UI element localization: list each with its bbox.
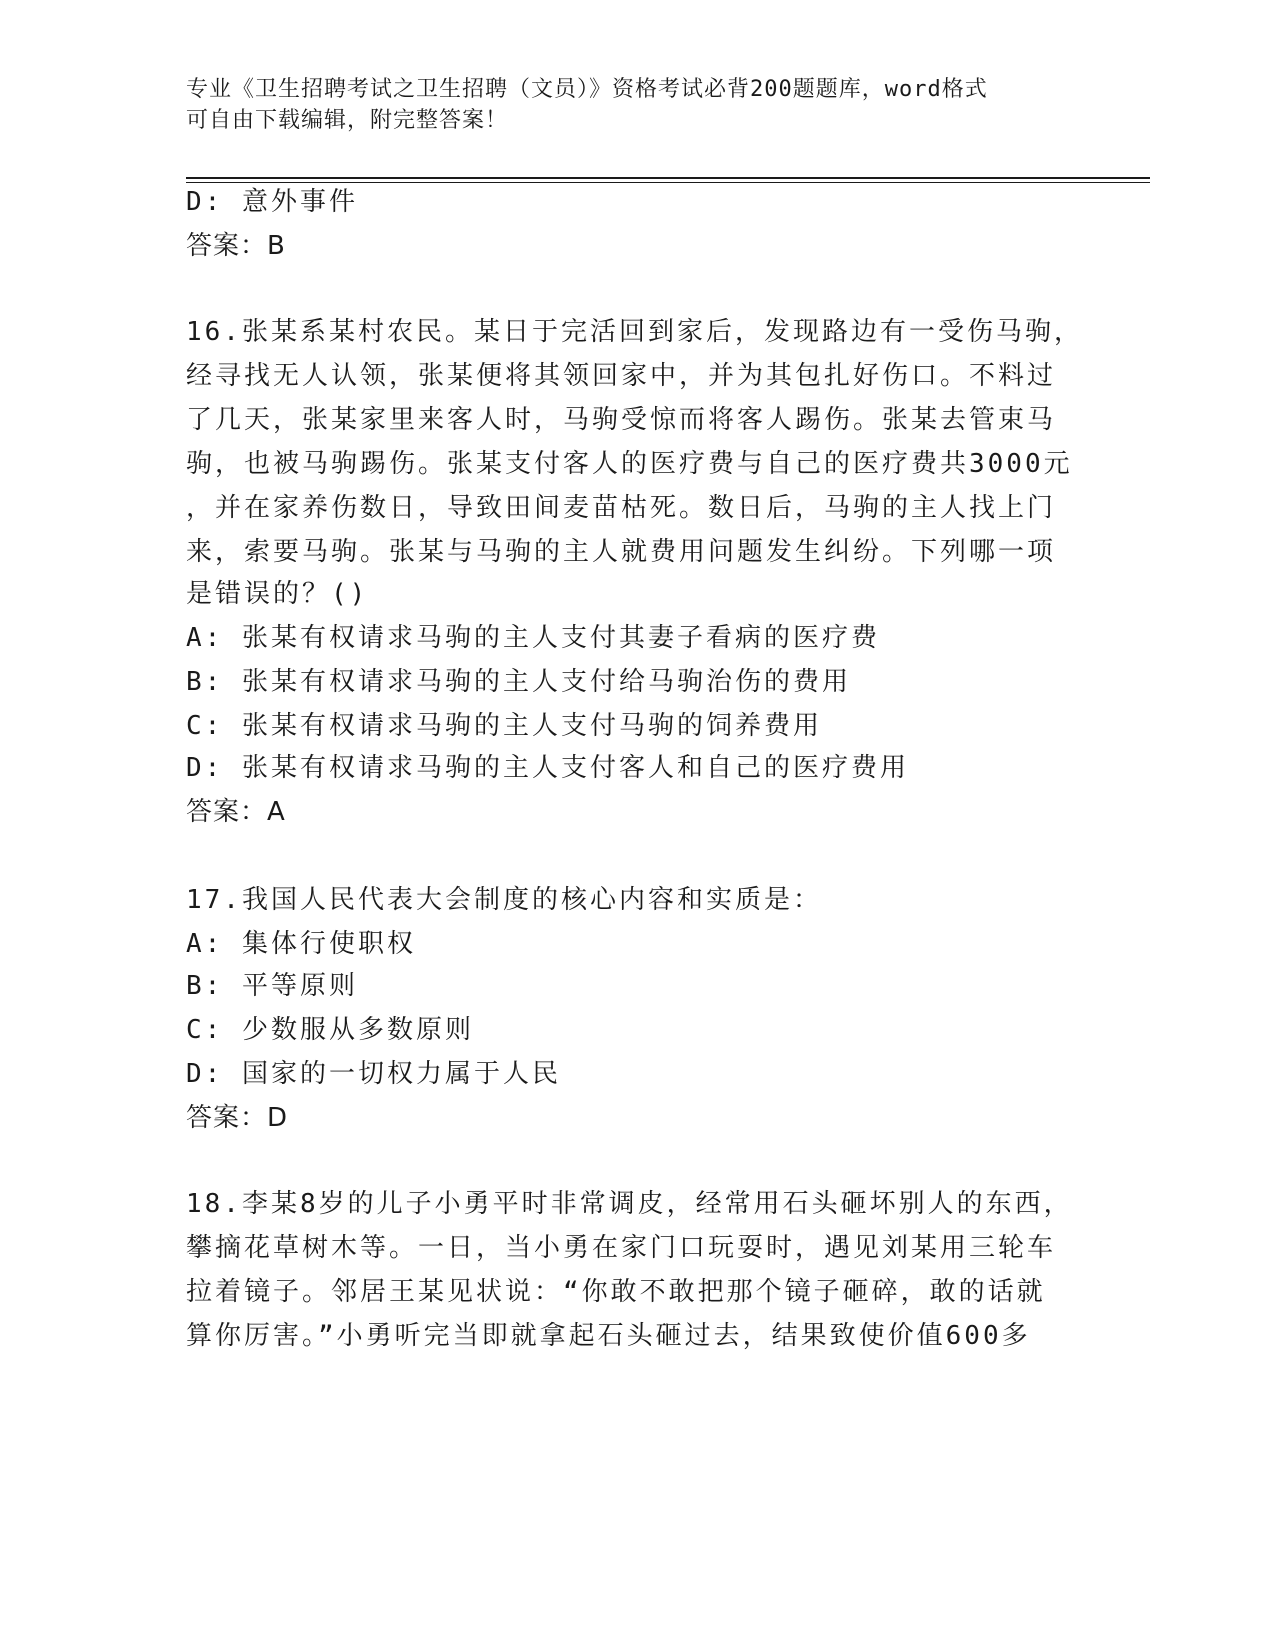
q16-stem-line: ，并在家养伤数日，导致田间麦苗枯死。数日后，马驹的主人找上门 (186, 493, 1057, 523)
q18-stem-line: 攀摘花草树木等。一日，当小勇在家门口玩耍时，遇见刘某用三轮车 (186, 1233, 1057, 1263)
q17-option-d: D: 国家的一切权力属于人民 (186, 1059, 561, 1089)
q18-stem-line: 18.李某8岁的儿子小勇平时非常调皮，经常用石头砸坏别人的东西， (186, 1189, 1073, 1219)
q16-stem-line: 驹，也被马驹踢伤。张某支付客人的医疗费与自己的医疗费共3000元 (186, 449, 1073, 479)
header-divider-thick (186, 177, 1150, 179)
q16-stem-line: 来，索要马驹。张某与马驹的主人就费用问题发生纠纷。下列哪一项 (186, 537, 1057, 567)
q15-option-d: D: 意外事件 (186, 187, 358, 217)
q16-option-a: A: 张某有权请求马驹的主人支付其妻子看病的医疗费 (186, 623, 880, 653)
header-line-1: 专业《卫生招聘考试之卫生招聘（文员）》资格考试必背200题题库，word格式 (186, 77, 988, 102)
q16-answer: 答案：A (186, 797, 286, 827)
q16-stem-line: 16.张某系某村农民。某日于完活回到家后，发现路边有一受伤马驹， (186, 317, 1083, 347)
q16-stem-line: 了几天，张某家里来客人时，马驹受惊而将客人踢伤。张某去管束马 (186, 405, 1057, 435)
q18-stem-line: 拉着镜子。邻居王某见状说：“你敢不敢把那个镜子砸碎，敢的话就 (186, 1277, 1046, 1307)
q17-stem: 17.我国人民代表大会制度的核心内容和实质是： (186, 885, 822, 915)
header-line-2: 可自由下载编辑，附完整答案！ (186, 108, 509, 133)
document-header (186, 74, 1086, 136)
q17-option-b: B: 平等原则 (186, 971, 358, 1001)
q17-answer: 答案：D (186, 1103, 289, 1133)
header-divider-thin (186, 182, 1150, 183)
q16-option-b: B: 张某有权请求马驹的主人支付给马驹治伤的费用 (186, 667, 851, 697)
q16-stem-line: 经寻找无人认领，张某便将其领回家中，并为其包扎好伤口。不料过 (186, 361, 1057, 391)
q17-option-c: C: 少数服从多数原则 (186, 1015, 474, 1045)
q18-stem-line: 算你厉害。”小勇听完当即就拿起石头砸过去，结果致使价值600多 (186, 1321, 1031, 1351)
q16-stem-line: 是错误的？() (186, 579, 369, 609)
q17-option-a: A: 集体行使职权 (186, 929, 416, 959)
q15-answer: 答案：B (186, 231, 286, 261)
q16-option-d: D: 张某有权请求马驹的主人支付客人和自己的医疗费用 (186, 753, 909, 783)
q16-option-c: C: 张某有权请求马驹的主人支付马驹的饲养费用 (186, 711, 822, 741)
